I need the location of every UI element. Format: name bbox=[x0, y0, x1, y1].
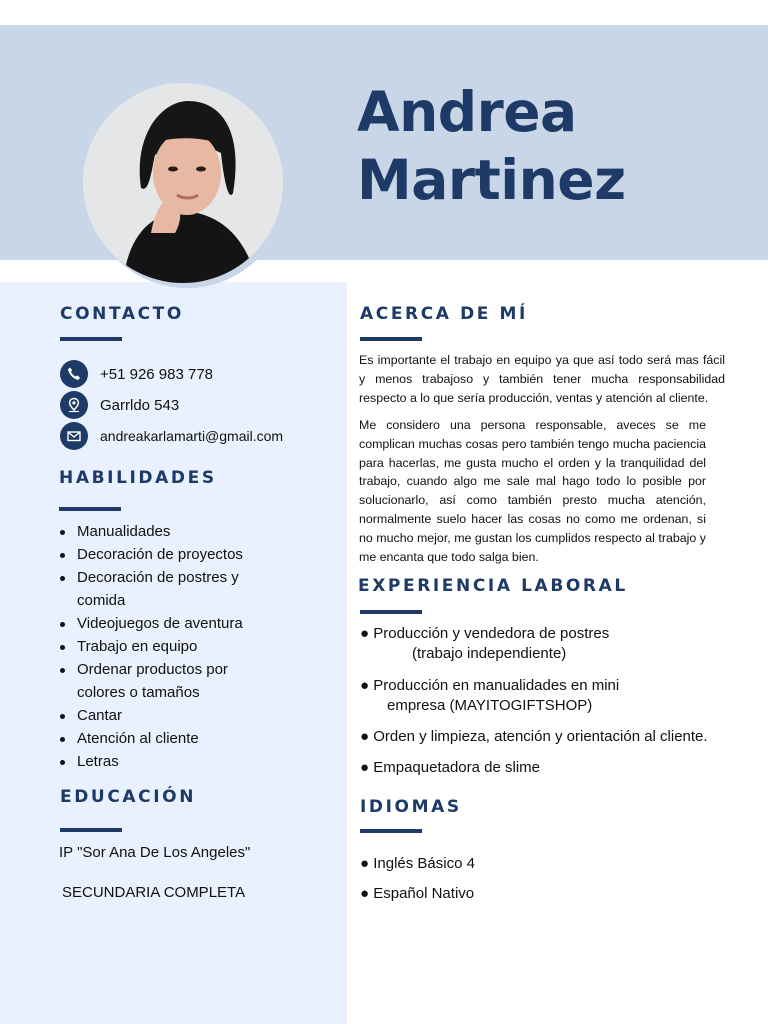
skill-item: Ordenar productos por colores o tamaños bbox=[58, 658, 247, 704]
about-paragraph-2: Me considero una persona responsable, aveces se me complican muchas cosas pero también tengo mucha paciencia para hacerlas, me gusta mucho el orden y la tranquilidad del trabajo, cuando algo me sale mal hago todo lo posible por solucionarlo, así como también presto mucha atención, normalmente suelo hacer las cosas no como me ordenan, si no mucho mejor, me gustan los cumplidos respecto al trabajo y me encanta que todo salga bien. bbox=[359, 418, 706, 564]
phone-icon bbox=[60, 360, 88, 388]
experience-title: EXPERIENCIA LABORAL bbox=[358, 576, 628, 596]
education-school: IP "Sor Ana De Los Angeles" bbox=[59, 844, 251, 861]
contact-rule bbox=[60, 337, 122, 341]
experience-item-line1: ● Producción y vendedora de postres bbox=[360, 625, 610, 642]
experience-item-line1: ● Producción en manualidades en mini bbox=[360, 677, 620, 694]
languages-rule bbox=[360, 829, 422, 833]
skill-item: Decoración de proyectos bbox=[58, 543, 288, 566]
experience-item-line2: (trabajo independiente) bbox=[412, 645, 567, 662]
contact-email-row bbox=[60, 422, 283, 450]
education-rule bbox=[60, 828, 122, 832]
languages-title: IDIOMAS bbox=[360, 797, 462, 817]
contact-address-row bbox=[60, 391, 179, 419]
experience-item-line2: empresa (MAYITOGIFTSHOP) bbox=[387, 697, 593, 714]
contact-email[interactable]: andreakarlamarti@gmail.com bbox=[100, 428, 284, 444]
language-item: ● Inglés Básico 4 bbox=[360, 855, 475, 872]
skills-rule bbox=[59, 507, 121, 511]
experience-item-line1: ● Orden y limpieza, atención y orientación al cliente. bbox=[360, 728, 708, 745]
education-title: EDUCACIÓN bbox=[60, 787, 197, 807]
contact-phone: +51 926 983 778 bbox=[100, 365, 214, 383]
experience-item bbox=[360, 676, 619, 716]
contact-phone-row bbox=[60, 360, 213, 388]
language-item: ● Español Nativo bbox=[360, 885, 475, 902]
skill-item: Cantar bbox=[58, 704, 288, 727]
skill-item: Atención al cliente bbox=[58, 727, 288, 750]
education-level: SECUNDARIA COMPLETA bbox=[62, 884, 246, 901]
contact-title: CONTACTO bbox=[60, 304, 184, 324]
location-icon bbox=[60, 391, 88, 419]
experience-item-line1: ● Empaquetadora de slime bbox=[360, 759, 540, 776]
experience-item bbox=[360, 727, 708, 747]
about-paragraph-1: Es importante el trabajo en equipo ya que así todo será mas fácil y menos trabajoso y también tener mucha responsabilidad respecto a lo que sería producción, ventas y atención al cliente. bbox=[359, 353, 725, 405]
skill-item: Videojuegos de aventura bbox=[58, 612, 288, 635]
first-name: Andrea bbox=[357, 80, 577, 144]
skills-title: HABILIDADES bbox=[59, 468, 217, 488]
experience-item bbox=[360, 624, 609, 664]
profile-photo bbox=[83, 83, 283, 283]
skill-item: Decoración de postres y comida bbox=[58, 566, 247, 612]
mail-icon bbox=[60, 422, 88, 450]
about-title: ACERCA DE MÍ bbox=[360, 304, 528, 324]
skills-list bbox=[58, 520, 288, 773]
about-rule bbox=[360, 337, 422, 341]
skill-item: Letras bbox=[58, 750, 288, 773]
contact-address: Garrldo 543 bbox=[100, 396, 180, 414]
experience-rule bbox=[360, 610, 422, 614]
last-name: Martinez bbox=[357, 148, 626, 212]
skill-item: Manualidades bbox=[58, 520, 288, 543]
full-name bbox=[357, 78, 626, 214]
skill-item: Trabajo en equipo bbox=[58, 635, 288, 658]
experience-item bbox=[360, 758, 540, 778]
